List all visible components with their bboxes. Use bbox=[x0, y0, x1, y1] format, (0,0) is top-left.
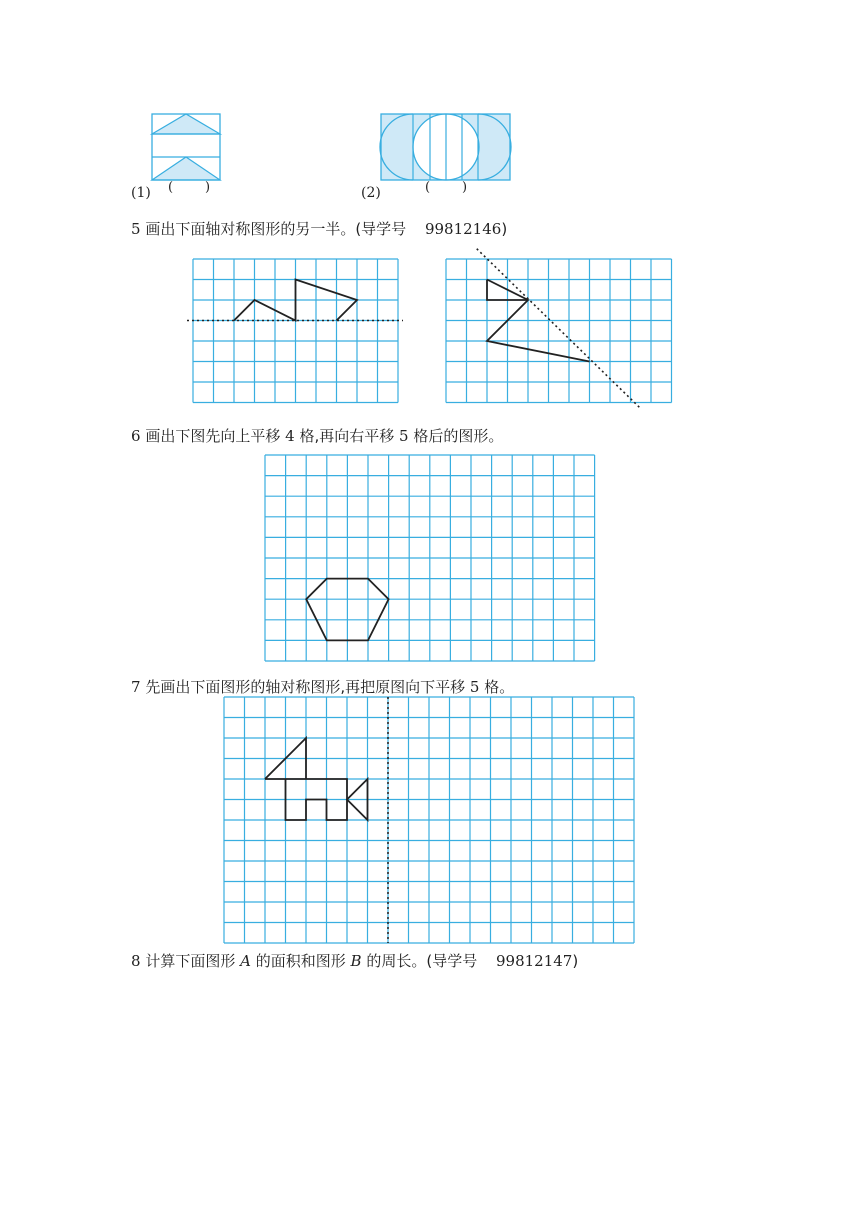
q6-text-c: 格后的图形。 bbox=[413, 427, 504, 445]
q8-text-a: 计算下面图形 bbox=[145, 952, 236, 970]
q7-n1: 5 bbox=[469, 678, 480, 696]
q4-fig1-label: (1) bbox=[131, 185, 151, 201]
q7-number: 7 bbox=[131, 678, 141, 696]
q6-text-a: 画出下图先向上平移 bbox=[145, 427, 281, 445]
q4-fig1-paren-close: ) bbox=[205, 180, 211, 195]
q8-var-a: A bbox=[240, 952, 251, 970]
q4-fig2-paren-open: ( bbox=[425, 180, 431, 195]
q4-fig1-paren-open: ( bbox=[168, 180, 174, 195]
q8-prompt bbox=[131, 951, 578, 971]
q5-number: 5 bbox=[131, 220, 141, 238]
q8-var-b: B bbox=[350, 952, 362, 970]
q6-n2: 5 bbox=[399, 427, 409, 445]
q5-text: 画出下面轴对称图形的另一半。(导学号 bbox=[145, 220, 407, 238]
q5-close: ) bbox=[501, 220, 508, 238]
q6-text-b: 格,再向右平移 bbox=[299, 427, 395, 445]
q5-code: 99812146 bbox=[424, 220, 502, 238]
q8-code: 99812147 bbox=[496, 952, 573, 970]
q7-text-a: 先画出下面图形的轴对称图形,再把原图向下平移 bbox=[145, 678, 466, 696]
q7-text-b: 格。 bbox=[484, 678, 515, 696]
q8-text-b: 的面积和图形 bbox=[255, 952, 346, 970]
q4-fig2-label: (2) bbox=[361, 185, 381, 201]
q8-close: ) bbox=[572, 952, 579, 970]
q6-n1: 4 bbox=[285, 427, 295, 445]
q8-text-c: 的周长。(导学号 bbox=[366, 952, 478, 970]
q6-number: 6 bbox=[131, 427, 141, 445]
q4-fig2-paren-close: ) bbox=[462, 180, 468, 195]
q8-number: 8 bbox=[131, 952, 141, 970]
